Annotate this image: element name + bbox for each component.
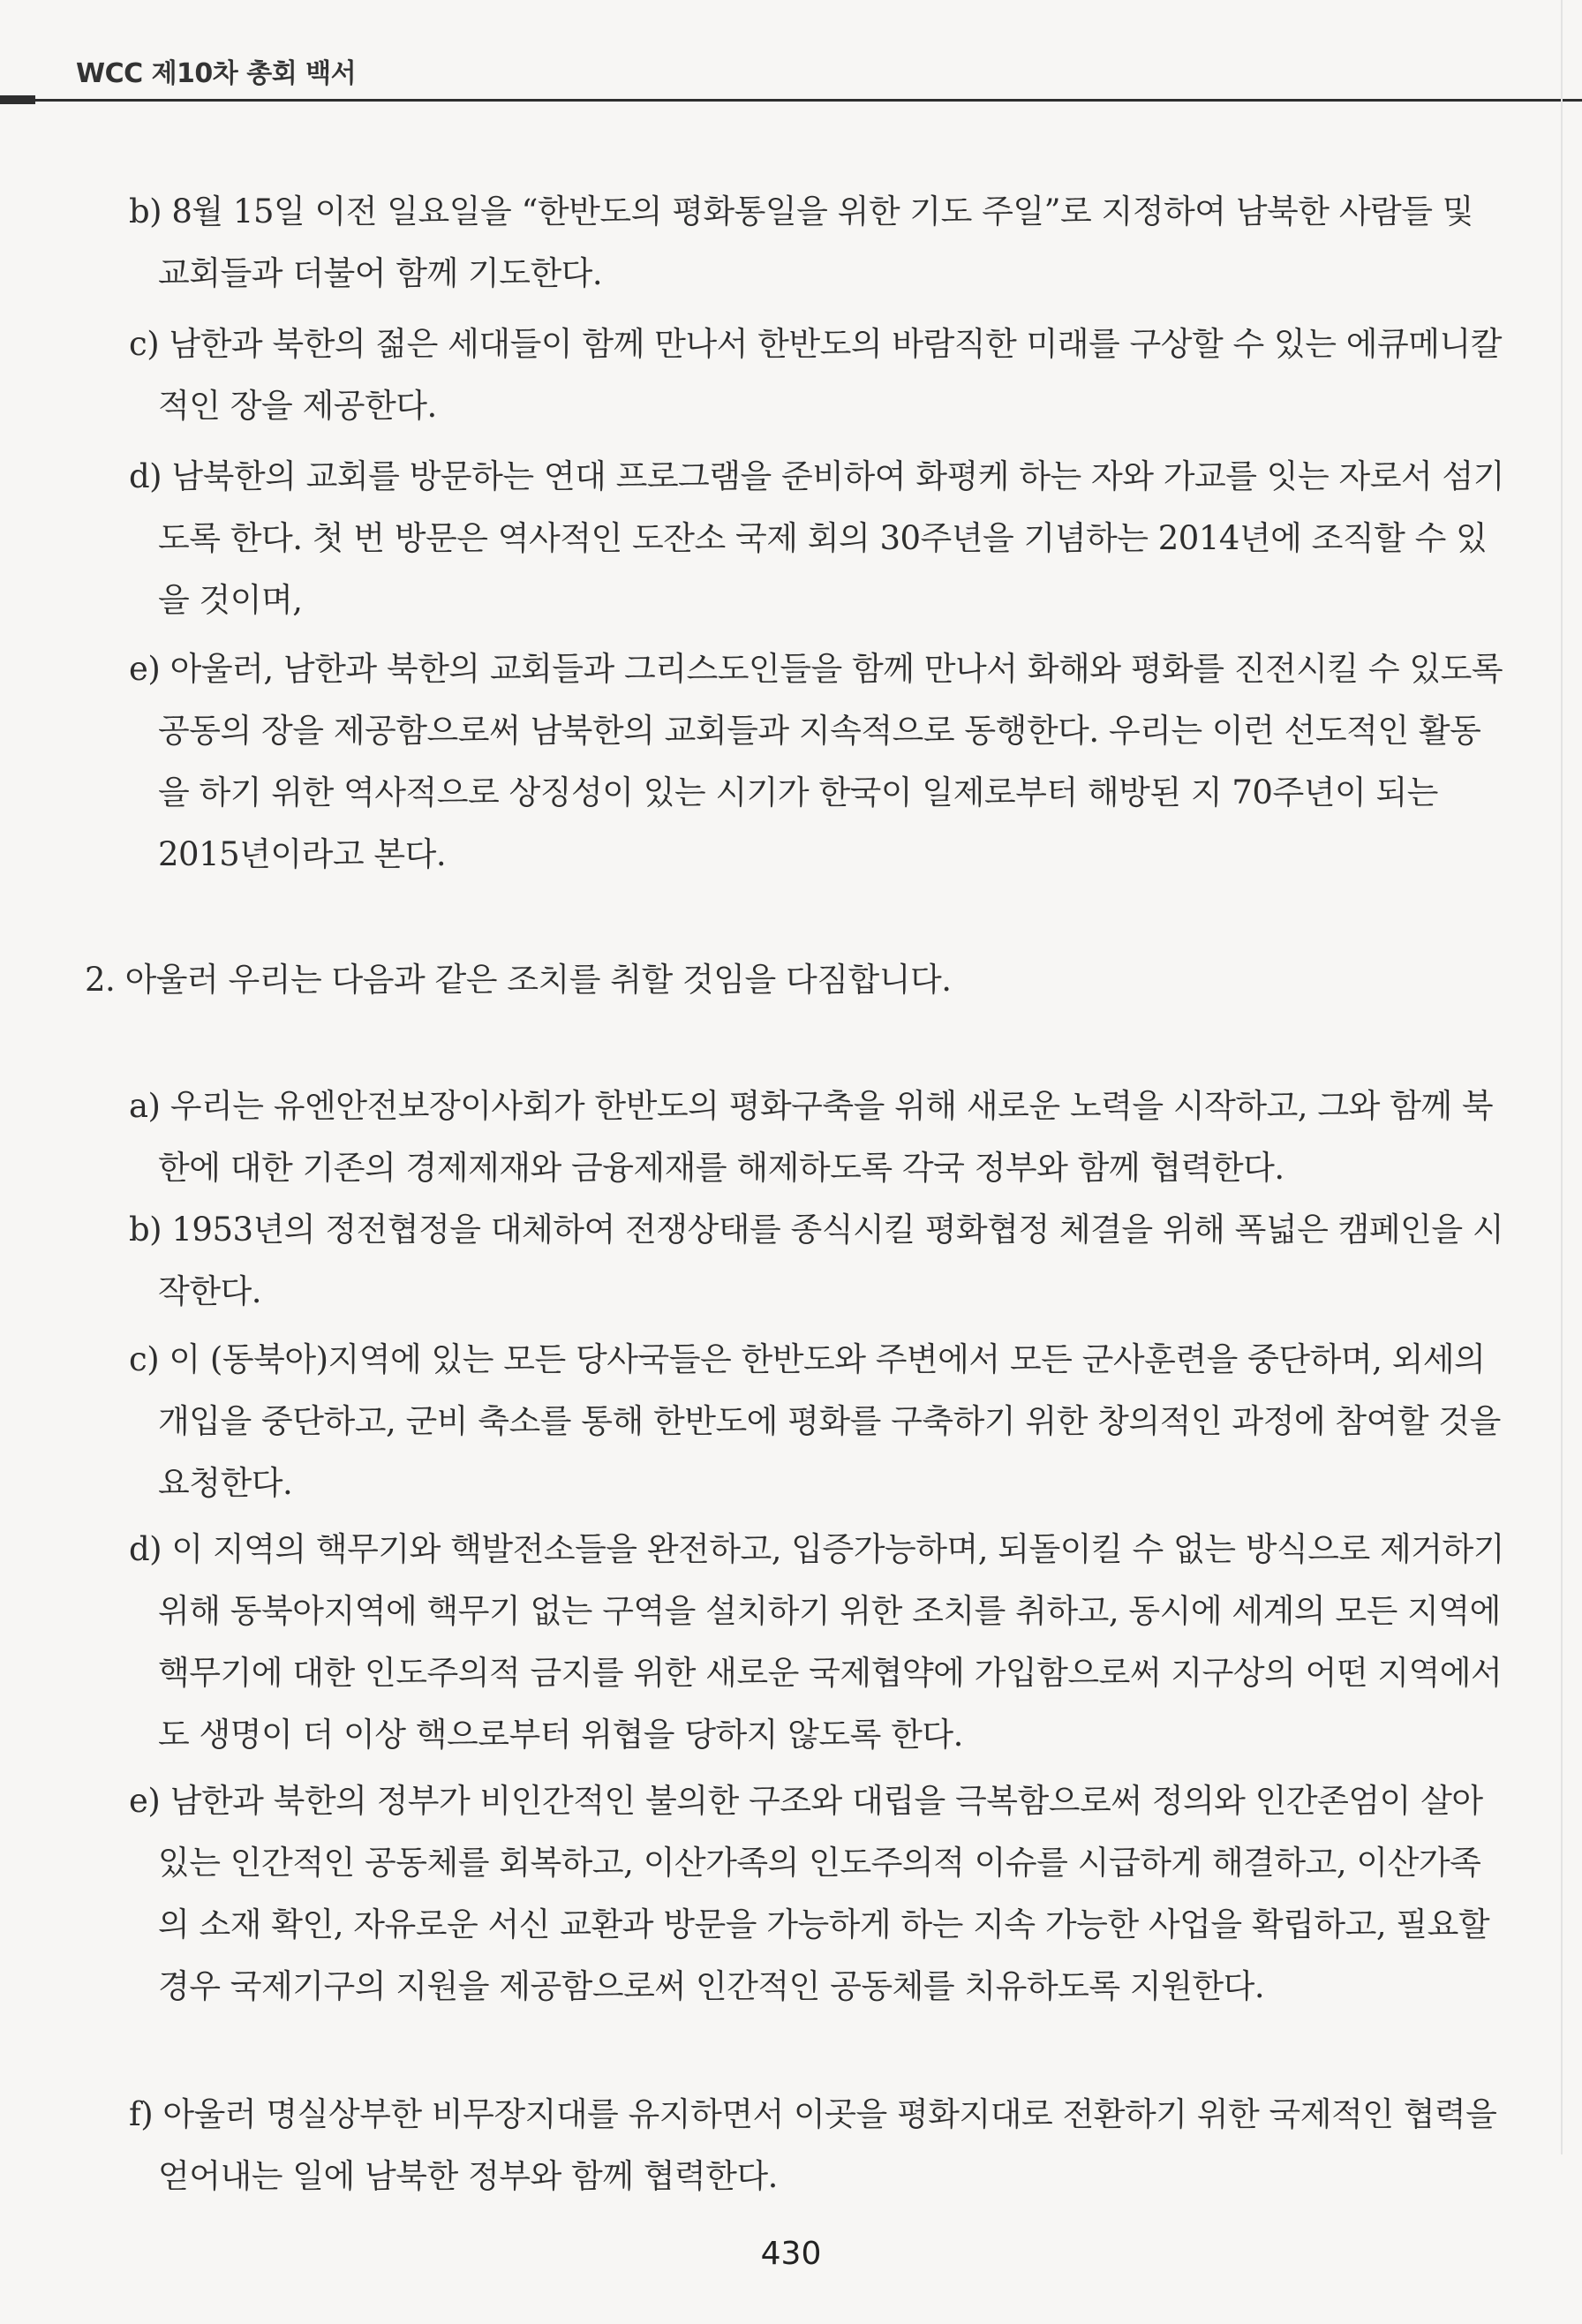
list-item-2d: d) 이 지역의 핵무기와 핵발전소들을 완전하고, 입증가능하며, 되돌이킬 수 없는 방식으로 제거하기 위해 동북아지역에 핵무기 없는 구역을 설치하기 위한 조치를 취하고, 동시에 세계의 모든 지역에 핵무기에 대한 인도주의적 금지를 위한 새로운 국제협약에 가입함으로써 지구상의 어떤 지역에서도 생명이 더 이상 핵으로부터 위협을 당하지 않도록 한다. [129,1530,1504,1754]
list-item-2e: e) 남한과 북한의 정부가 비인간적인 불의한 구조와 대립을 극복함으로써 정의와 인간존엄이 살아 있는 인간적인 공동체를 회복하고, 이산가족의 인도주의적 이슈를 시급하게 해결하고, 이산가족의 소재 확인, 자유로운 서신 교환과 방문을 가능하게 하는 지속 가능한 사업을 확립하고, 필요할 경우 국제기구의 지원을 제공함으로써 인간적인 공동체를 치유하도록 지원한다. [129,1782,1490,2005]
page-edge-line [1561,0,1563,2154]
list-item-1e: e) 아울러, 남한과 북한의 교회들과 그리스도인들을 함께 만나서 화해와 평화를 진전시킬 수 있도록 공동의 장을 제공함으로써 남북한의 교회들과 지속적으로 동행한다. 우리는 이런 선도적인 활동을 하기 위한 역사적으로 상징성이 있는 시기가 한국이 일제로부터 해방된 지 70주년이 되는 2015년이라고 본다. [129,650,1503,873]
list-item-2a: a) 우리는 유엔안전보장이사회가 한반도의 평화구축을 위해 새로운 노력을 시작하고, 그와 함께 북한에 대한 기존의 경제제재와 금융제재를 해제하도록 각국 정부와 함께 협력한다. [129,1087,1494,1187]
list-item-2f: f) 아울러 명실상부한 비무장지대를 유지하면서 이곳을 평화지대로 전환하기 위한 국제적인 협력을 얻어내는 일에 남북한 정부와 함께 협력한다. [129,2095,1497,2195]
section-2-heading: 2. 아울러 우리는 다음과 같은 조치를 취할 것임을 다짐합니다. [85,961,952,999]
list-item-1b: b) 8월 15일 이전 일요일을 “한반도의 평화통일을 위한 기도 주일”로 지정하여 남북한 사람들 및 교회들과 더불어 함께 기도한다. [129,192,1473,292]
list-item-1c: c) 남한과 북한의 젊은 세대들이 함께 만나서 한반도의 바람직한 미래를 구상할 수 있는 에큐메니칼적인 장을 제공한다. [129,325,1502,425]
list-item-1d: d) 남북한의 교회를 방문하는 연대 프로그램을 준비하여 화평케 하는 자와 가교를 잇는 자로서 섬기도록 한다. 첫 번 방문은 역사적인 도잔소 국제 회의 30주년을 기념하는 2014년에 조직할 수 있을 것이며, [129,457,1504,619]
header-rule [0,99,1582,102]
list-item-2c: c) 이 (동북아)지역에 있는 모든 당사국들은 한반도와 주변에서 모든 군사훈련을 중단하며, 외세의 개입을 중단하고, 군비 축소를 통해 한반도에 평화를 구축하기 위한 창의적인 과정에 참여할 것을 요청한다. [129,1340,1501,1502]
running-header: WCC 제10차 총회 백서 [76,58,357,89]
page-number: 430 [760,2236,822,2272]
list-item-2b: b) 1953년의 정전협정을 대체하여 전쟁상태를 종식시킬 평화협정 체결을 위해 폭넓은 캠페인을 시작한다. [129,1211,1504,1310]
